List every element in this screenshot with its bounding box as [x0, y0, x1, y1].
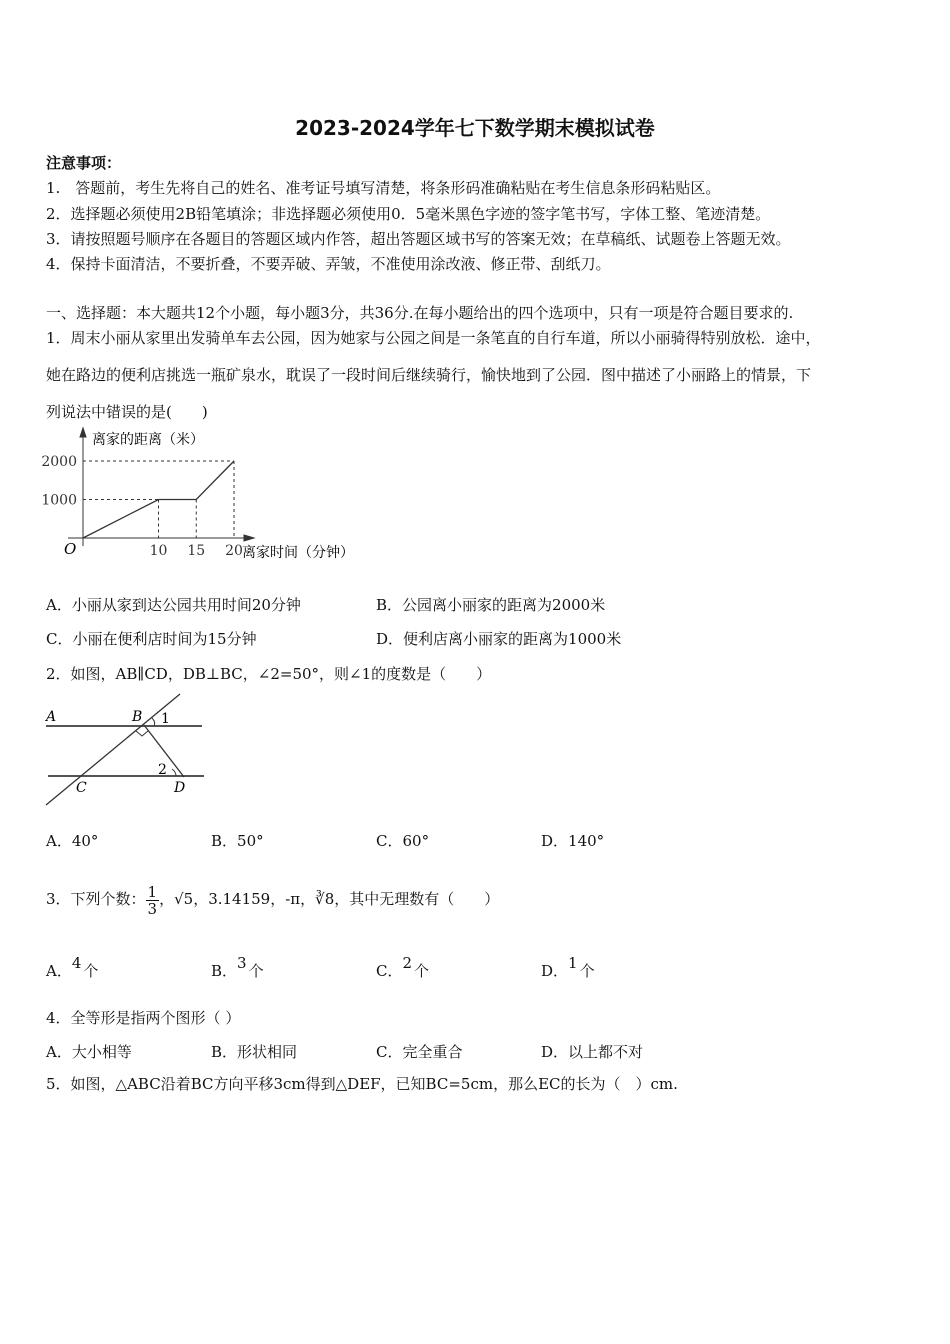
q1-option-b: B．公园离小丽家的距离为2000米 [376, 596, 606, 614]
label-c: C [76, 780, 87, 796]
q3-numbers: ，√5，3.14159，-π，∛8， [159, 890, 350, 908]
q2-option-d: D．140° [541, 832, 605, 850]
q2-option-c: C．60° [376, 832, 430, 850]
notice-item: 2．选择题必须使用2B铅笔填涂；非选择题必须使用0．5毫米黑色字迹的签字笔书写，字体工整、笔迹清楚。 [46, 205, 771, 223]
notice-item: 4．保持卡面清洁，不要折叠，不要弄破、弄皱，不准使用涂改液、修正带、刮纸刀。 [46, 255, 611, 273]
x-tick-label: 10 [149, 543, 168, 559]
label-angle-2: 2 [158, 762, 167, 778]
q1-stem: 她在路边的便利店挑选一瓶矿泉水，耽误了一段时间后继续骑行，愉快地到了公园．图中描述了小丽路上的情景，下 [46, 366, 812, 384]
label-a: A [46, 709, 57, 725]
q3-option-a: A．4 个 [46, 954, 99, 980]
q1-option-a: A．小丽从家到达公园共用时间20分钟 [46, 596, 301, 614]
y-axis-label: 离家的距离（米） [92, 432, 204, 448]
q3-option-c: C．2 个 [376, 954, 430, 980]
notice-item: 1. 答题前，考生先将自己的姓名、准考证号填写清楚，将条形码准确粘贴在考生信息条形码粘贴区。 [46, 179, 721, 197]
q2-option-a: A．40° [46, 832, 99, 850]
q1-stem: 列说法中错误的是( ) [46, 403, 208, 421]
label-angle-1: 1 [161, 711, 170, 727]
q1-stem: 1．周末小丽从家里出发骑单车去公园，因为她家与公园之间是一条笔直的自行车道，所以小丽骑得特别放松．途中， [46, 329, 821, 347]
q3-prefix: 3．下列个数： [46, 890, 146, 908]
x-axis-label: 离家时间（分钟） [242, 545, 354, 561]
q4-option-a: A．大小相等 [46, 1043, 132, 1061]
q3-option-d: D．1 个 [541, 954, 595, 980]
notice-heading: 注意事项： [46, 154, 122, 172]
q4-option-d: D．以上都不对 [541, 1043, 644, 1061]
q1-option-d: D．便利店离小丽家的距离为1000米 [376, 630, 622, 648]
q4-option-c: C．完全重合 [376, 1043, 463, 1061]
distance-time-graph [30, 420, 390, 570]
q4-stem: 4．全等形是指两个图形（ ） [46, 1009, 241, 1027]
q2-stem: 2．如图，AB∥CD，DB⊥BC，∠2=50°，则∠1的度数是（ ） [46, 665, 492, 683]
q3-suffix: 其中无理数有（ ） [349, 890, 500, 908]
numerator: 1 [147, 882, 158, 901]
q5-stem: 5．如图，△ABC沿着BC方向平移3cm得到△DEF，已知BC=5cm，那么EC的长为（ ）cm. [46, 1075, 678, 1093]
section-heading: 一、选择题：本大题共12个小题，每小题3分，共36分.在每小题给出的四个选项中，只有一项是符合题目要求的. [46, 304, 794, 322]
y-tick-label: 2000 [41, 454, 77, 470]
x-axis-arrow [244, 535, 254, 541]
page-title: 2023-2024学年七下数学期末模拟试卷 [295, 116, 655, 140]
y-axis-arrow [80, 428, 86, 437]
q1-option-c: C．小丽在便利店时间为15分钟 [46, 630, 257, 648]
denominator: 3 [147, 899, 158, 918]
right-angle-mark [136, 731, 148, 736]
parallel-lines-figure [30, 690, 230, 810]
label-d: D [174, 780, 186, 796]
label-b: B [132, 709, 143, 725]
q3-stem [46, 872, 499, 926]
fraction [146, 884, 160, 917]
q4-option-b: B．形状相同 [211, 1043, 298, 1061]
q2-option-b: B．50° [211, 832, 264, 850]
notice-item: 3．请按照题号顺序在各题目的答题区域内作答，超出答题区域书写的答案无效；在草稿纸、试题卷上答题无效。 [46, 230, 791, 248]
q3-option-b: B．3 个 [211, 954, 264, 980]
x-tick-label: 20 [225, 543, 243, 559]
transversal-bc [46, 694, 180, 805]
x-tick-label: 15 [187, 543, 206, 559]
origin-label: O [64, 540, 77, 558]
y-tick-label: 1000 [41, 492, 77, 509]
